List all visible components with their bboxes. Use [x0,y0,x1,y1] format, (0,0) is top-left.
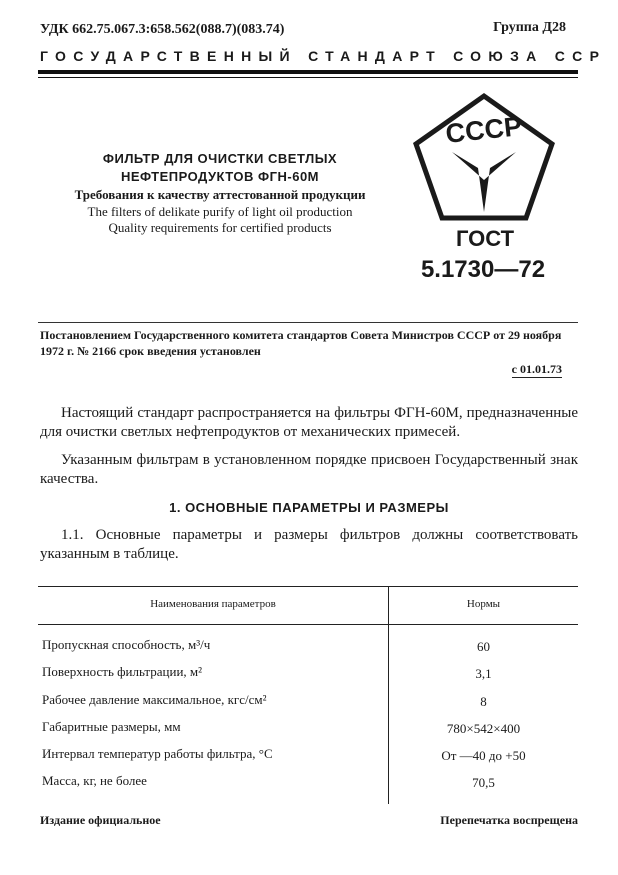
paragraph-quality-mark: Указанным фильтрам в установленном порядке присвоен Государственный знак качества. [40,452,578,487]
header-rule-thick [38,70,578,74]
gost-number: 5.1730—72 [420,256,546,283]
standard-title: ГОСУДАРСТВЕННЫЙ СТАНДАРТ СОЮЗА ССР [40,48,607,64]
header-rule-thin [38,77,578,78]
title-line-2: НЕФТЕПРОДУКТОВ ФГН-60М [120,169,320,184]
table-header-parameter: Наименования параметров [150,598,276,610]
title-line-1: ФИЛЬТР ДЛЯ ОЧИСТКИ СВЕТЛЫХ [102,151,338,166]
effective-date: с 01.01.73 [511,362,562,376]
paragraph-parameters: 1.1. Основные параметры и размеры фильтров должны соответствовать указанным в таблице. [40,527,578,562]
paragraph-scope: Настоящий стандарт распространяется на фильтры ФГН-60М, предназначенные для очистки светлых нефтепродуктов от механических примесей. [40,405,578,440]
table-row-param: Поверхность фильтрации, м² [42,664,203,679]
gost-label: ГОСТ [455,226,515,251]
table-header-rule [38,624,578,625]
english-title-line-1: The filters of delikate purify of light oil production [87,204,353,219]
table-row-value: 780×542×400 [446,721,521,736]
table-row-value: От —40 до +50 [441,748,526,763]
table-row-param: Рабочее давление максимальное, кгс/см² [42,692,267,707]
emblem-cccp-text: СССР [444,111,524,149]
table-row-param: Пропускная способность, м³/ч [42,637,211,652]
title-requirements: Требования к качеству аттестованной продукции [74,187,366,202]
section-heading: 1. ОСНОВНЫЕ ПАРАМЕТРЫ И РАЗМЕРЫ [169,500,449,515]
table-header-norm: Нормы [466,598,501,610]
table-row-value: 60 [477,639,490,654]
edition-note: Издание официальное [40,813,161,827]
reprint-note: Перепечатка воспрещена [440,813,578,827]
table-row-param: Интервал температур работы фильтра, °С [42,746,273,761]
table-top-rule [38,586,578,587]
document-title [50,150,390,236]
udk-code: УДК 662.75.067.3:658.562(088.7)(083.74) [40,22,285,37]
parameters-table [38,586,578,804]
table-row-value: 70,5 [472,775,495,790]
table-row-param: Габаритные размеры, мм [42,719,181,734]
table-row-value: 3,1 [475,666,492,681]
quality-mark-emblem [412,92,556,222]
table-row-value: 8 [480,694,487,709]
decree-text: Постановлением Государственного комитета стандартов Совета Министров СССР от 29 ноября 1972 г. № 2166 срок введения установлен [40,328,562,358]
english-title-line-2: Quality requirements for certified products [108,220,332,235]
group-code: Группа Д28 [493,20,566,35]
decree-rule [38,322,578,323]
table-row-param: Масса, кг, не более [42,773,147,788]
